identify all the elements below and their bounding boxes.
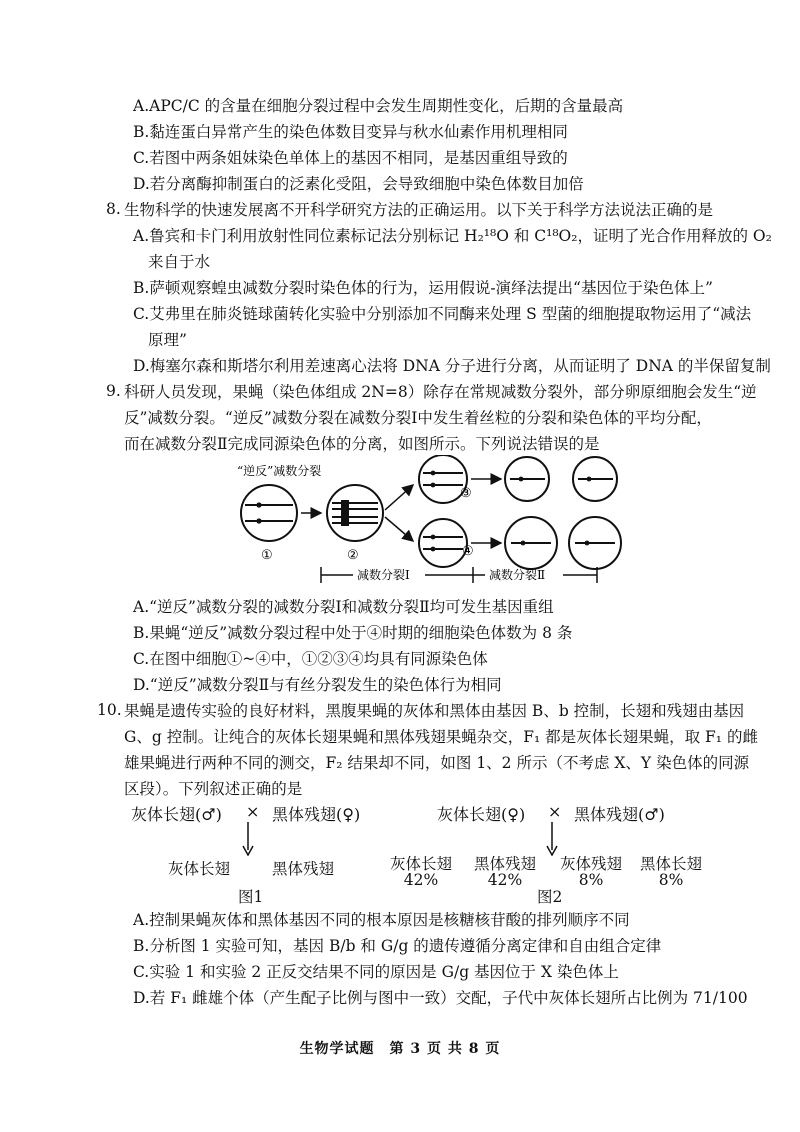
- q8-option-d: D.梅塞尔森和斯塔尔利用差速离心法将 DNA 分子进行分离，从而证明了 DNA 的半保留复制: [133, 357, 771, 375]
- cell-2-label: ②: [347, 548, 359, 563]
- cell-4-label: ④: [462, 544, 474, 559]
- q8-option-a-line1: A.鲁宾和卡门利用放射性同位素标记法分别标记 H₂¹⁸O 和 C¹⁸O₂，证明了光合作用释放的 O₂: [133, 227, 772, 245]
- meiosis-diagram: [225, 455, 625, 593]
- q8-option-c-line2: 原理”: [148, 331, 187, 349]
- fig2-cross-sign: ×: [548, 802, 562, 821]
- q10-number: 10.: [97, 701, 122, 719]
- q9-stem-line3: 而在减数分裂Ⅱ完成同源染色体的分离，如图所示。下列说法错误的是: [124, 435, 600, 453]
- q7-option-a: A.APC/C 的含量在细胞分裂过程中会发生周期性变化，后期的含量最高: [133, 97, 624, 115]
- q9-option-a: A.“逆反”减数分裂的减数分裂Ⅰ和减数分裂Ⅱ均可发生基因重组: [133, 598, 554, 616]
- figure-title: “逆反”减数分裂: [237, 464, 322, 478]
- q10-stem-line2: G、g 控制。让纯合的灰体长翅果蝇和黑体残翅果蝇杂交，F₁ 都是灰体长翅果蝇，取 F₁ 的雌: [124, 728, 758, 746]
- q7-option-c: C.若图中两条姐妹染色单体上的基因不相同，是基因重组导致的: [133, 149, 568, 167]
- q10-stem-line1: 果蝇是遗传实验的良好材料，黑腹果蝇的灰体和黑体由基因 B、b 控制，长翅和残翅由基因: [124, 702, 745, 720]
- q10-option-b: B.分析图 1 实验可知，基因 B/b 和 G/g 的遗传遵循分离定律和自由组合定律: [133, 937, 662, 955]
- fig1-caption: 图1: [238, 888, 264, 906]
- fig2-offspring-3: 灰体残翅: [559, 855, 622, 873]
- arrow: [385, 485, 413, 510]
- fig2-parent-2: 黑体残翅(♂): [574, 805, 665, 824]
- page-footer: 生物学试题 第 3 页 共 8 页: [299, 1041, 501, 1057]
- arrow: [385, 517, 413, 541]
- product-cell: [573, 457, 617, 501]
- fig2-arrow: [545, 822, 559, 856]
- q9-option-b: B.果蝇“逆反”减数分裂过程中处于④时期的细胞染色体数为 8 条: [133, 624, 573, 642]
- q10-option-d: D.若 F₁ 雌雄个体（产生配子比例与图中一致）交配，子代中灰体长翅所占比例为 71/100: [133, 989, 748, 1007]
- fig1-offspring-2: 黑体残翅: [272, 860, 335, 878]
- cell-3-label: ③: [460, 486, 472, 501]
- cell-1-label: ①: [261, 548, 273, 563]
- q10-option-a: A.控制果蝇灰体和黑体基因不同的根本原因是核糖核苷酸的排列顺序不同: [133, 911, 630, 929]
- cell-2: [327, 485, 383, 541]
- q9-option-c: C.在图中细胞①~④中，①②③④均具有同源染色体: [133, 650, 488, 668]
- fig2-offspring-4-percent: 8%: [658, 871, 684, 889]
- fig2-offspring-2-percent: 42%: [487, 871, 523, 889]
- cell-4: [419, 519, 467, 567]
- q8-option-b: B.萨顿观察蝗虫减数分裂时染色体的行为，运用假说-演绎法提出“基因位于染色体上”: [133, 279, 713, 297]
- fig2-offspring-1-percent: 42%: [403, 871, 439, 889]
- product-cell: [505, 517, 557, 569]
- stage-1-label: 减数分裂Ⅰ: [357, 568, 410, 582]
- fig2-offspring-2: 黑体残翅: [473, 855, 536, 873]
- fig1-arrow: [241, 822, 255, 856]
- fig2-caption: 图2: [537, 888, 563, 906]
- product-cell: [505, 457, 549, 501]
- stage-2-label: 减数分裂Ⅱ: [489, 568, 546, 582]
- fig1-offspring-1: 灰体长翅: [168, 860, 231, 878]
- q9-stem-line2: 反”减数分裂。“逆反”减数分裂在减数分裂Ⅰ中发生着丝粒的分裂和染色体的平均分配，: [124, 409, 712, 427]
- q9-option-d: D.“逆反”减数分裂Ⅱ与有丝分裂发生的染色体行为相同: [133, 676, 502, 694]
- q8-option-a-line2: 来自于水: [148, 253, 211, 271]
- q10-stem-line4: 区段）。下列叙述正确的是: [124, 780, 303, 798]
- q8-option-c-line1: C.艾弗里在肺炎链球菌转化实验中分别添加不同酶来处理 S 型菌的细胞提取物运用了“减法: [133, 305, 752, 323]
- q10-stem-line3: 雄果蝇进行两种不同的测交，F₂ 结果却不同，如图 1、2 所示（不考虑 X、Y 染色体的同源: [124, 754, 750, 772]
- product-cell: [569, 517, 621, 569]
- cell-1: [241, 485, 297, 541]
- q7-option-d: D.若分离酶抑制蛋白的泛素化受阻，会导致细胞中染色体数目加倍: [133, 175, 584, 193]
- fig1-parent-1: 灰体长翅(♂): [131, 805, 222, 824]
- q9-number: 9.: [106, 382, 121, 400]
- q10-option-c: C.实验 1 和实验 2 正反交结果不同的原因是 G/g 基因位于 X 染色体上: [133, 963, 619, 981]
- q7-option-b: B.黏连蛋白异常产生的染色体数目变异与秋水仙素作用机理相同: [133, 123, 568, 141]
- q9-stem-line1: 科研人员发现，果蝇（染色体组成 2N=8）除存在常规减数分裂外，部分卵原细胞会发生“逆: [124, 383, 757, 401]
- fig1-parent-2: 黑体残翅(♀): [272, 805, 361, 824]
- fig2-parent-1: 灰体长翅(♀): [437, 805, 526, 824]
- fig2-offspring-4: 黑体长翅: [639, 855, 702, 873]
- q8-number: 8.: [106, 200, 121, 218]
- fig2-offspring-1: 灰体长翅: [389, 855, 452, 873]
- q8-stem: 生物科学的快速发展离不开科学研究方法的正确运用。以下关于科学方法说法正确的是: [124, 201, 714, 219]
- fig1-cross-sign: ×: [246, 802, 260, 821]
- fig2-offspring-3-percent: 8%: [578, 871, 604, 889]
